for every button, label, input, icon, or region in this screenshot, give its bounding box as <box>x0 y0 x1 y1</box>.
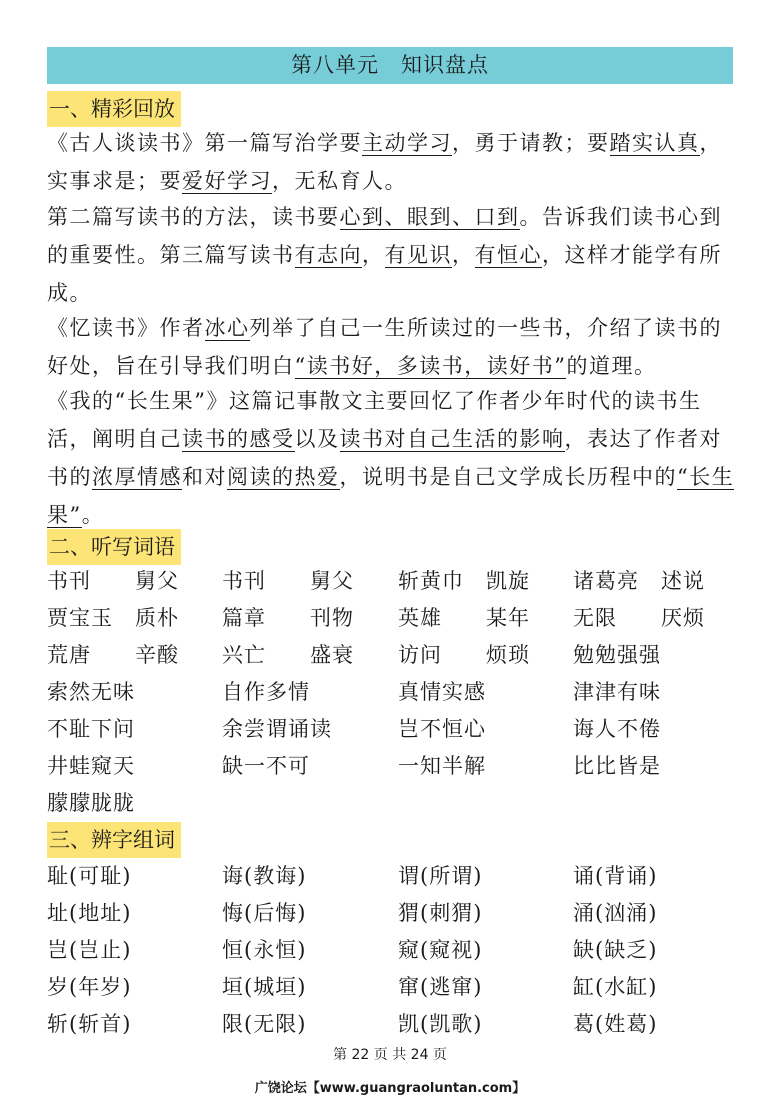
word: 诸葛亮 <box>573 569 639 593</box>
paragraph-gurentan <box>47 124 737 200</box>
underlined-keyword: 主动学习 <box>362 131 452 155</box>
word-row <box>47 711 737 748</box>
word: 书刊 <box>47 569 91 593</box>
char-pair: 窜(逃窜) <box>398 975 483 999</box>
underlined-keyword: 冰心 <box>204 316 250 340</box>
underlined-keyword: 踏实认真 <box>609 131 700 155</box>
word: 访问 <box>398 643 442 667</box>
char-pair: 岁(年岁) <box>47 975 132 999</box>
text: ，这样才能学有所成。 <box>47 243 722 305</box>
page-number: 第 22 页 共 24 页 <box>333 1047 447 1063</box>
text: ，实事求是；要 <box>47 131 722 193</box>
word: 荒唐 <box>47 643 91 667</box>
underlined-keyword: 爱好学习 <box>182 169 272 193</box>
section-heading-review: 一、精彩回放 <box>47 91 181 127</box>
word: 一知半解 <box>398 754 486 778</box>
word: 书刊 <box>222 569 266 593</box>
word: 英雄 <box>398 606 442 630</box>
text: 。告诉我们读书心到的重要性。第三篇写读书 <box>47 205 722 267</box>
paragraph-yidushu <box>47 309 737 385</box>
text: 《我的“长生果”》这篇记事散文主要回忆了作者少年时代的读书生活，阐明自己 <box>47 389 702 451</box>
char-pair: 斩(斩首) <box>47 1012 132 1036</box>
word: 索然无味 <box>47 680 135 704</box>
word: 贾宝玉 <box>47 606 113 630</box>
underlined-keyword: 有恒心 <box>474 243 542 267</box>
page-title-text: 第八单元 知识盘点 <box>291 53 489 77</box>
char-pair: 耻(可耻) <box>47 864 132 888</box>
dictation-words-short <box>47 563 737 674</box>
underlined-keyword: 有志向 <box>294 243 362 267</box>
paragraph-changshengguo <box>47 382 737 534</box>
word: 井蛙窥天 <box>47 754 135 778</box>
text: ， <box>362 243 385 267</box>
char-pair: 缺(缺乏) <box>573 938 658 962</box>
word: 某年 <box>486 606 530 630</box>
text: ，表达了作者对书的 <box>47 427 722 489</box>
word: 篇章 <box>222 606 266 630</box>
word: 斩黄巾 <box>398 569 464 593</box>
word-row <box>47 600 737 637</box>
word: 烦琐 <box>486 643 530 667</box>
word: 不耻下问 <box>47 717 135 741</box>
word: 凯旋 <box>486 569 530 593</box>
word: 诲人不倦 <box>573 717 661 741</box>
char-pair-row <box>47 895 737 932</box>
char-pair-row <box>47 969 737 1006</box>
text: ，无私育人。 <box>272 169 407 193</box>
word: 辛酸 <box>135 643 179 667</box>
underlined-keyword: 阅读的热爱 <box>227 465 340 489</box>
char-pair: 缸(水缸) <box>573 975 658 999</box>
underlined-keyword: 读书的感受 <box>182 427 295 451</box>
word: 朦朦胧胧 <box>47 791 135 815</box>
char-pair-row <box>47 932 737 969</box>
underlined-keyword: 浓厚情感 <box>92 465 182 489</box>
word: 自作多情 <box>222 680 310 704</box>
underlined-keyword: 读书对自己生活的影响 <box>339 427 565 451</box>
text: 《古人谈读书》第一篇写治学要 <box>47 131 362 155</box>
char-pair: 垣(城垣) <box>222 975 307 999</box>
char-pair: 涌(汹涌) <box>573 901 658 925</box>
text: ，说明书是自己文学成长历程中的 <box>339 465 677 489</box>
word: 厌烦 <box>661 606 705 630</box>
section-heading-char-distinction: 三、辨字组词 <box>47 822 181 858</box>
text: 的道理。 <box>566 354 657 378</box>
text: 《忆读书》作者 <box>47 316 205 340</box>
word: 比比皆是 <box>573 754 661 778</box>
paragraph-reading-method <box>47 198 737 312</box>
char-pair-row <box>47 858 737 895</box>
char-pair: 猬(刺猬) <box>398 901 483 925</box>
char-pair: 诵(背诵) <box>573 864 658 888</box>
word-row <box>47 637 737 674</box>
word: 兴亡 <box>222 643 266 667</box>
word: 质朴 <box>135 606 179 630</box>
char-pair: 址(地址) <box>47 901 132 925</box>
section-heading-dictation: 二、听写词语 <box>47 529 181 565</box>
char-pair: 限(无限) <box>222 1012 307 1036</box>
underlined-keyword: “长生果” <box>47 465 735 527</box>
word: 无限 <box>573 606 617 630</box>
word: 岂不恒心 <box>398 717 486 741</box>
word: 舅父 <box>135 569 179 593</box>
word: 盛衰 <box>310 643 354 667</box>
page-title <box>47 47 733 84</box>
word-row <box>47 748 737 785</box>
char-pair: 谓(所谓) <box>398 864 483 888</box>
char-pair: 葛(姓葛) <box>573 1012 658 1036</box>
underlined-keyword: 有见识 <box>384 243 452 267</box>
word-row <box>47 785 737 822</box>
text: 第二篇写读书的方法，读书要 <box>47 205 340 229</box>
char-pair: 窥(窥视) <box>398 938 483 962</box>
word: 缺一不可 <box>222 754 310 778</box>
underlined-keyword: 心到、眼到、口到 <box>339 205 520 229</box>
word: 刊物 <box>310 606 354 630</box>
char-pair: 凯(凯歌) <box>398 1012 483 1036</box>
word-row <box>47 674 737 711</box>
word: 舅父 <box>310 569 354 593</box>
text: 以及 <box>294 427 340 451</box>
char-pair: 诲(教诲) <box>222 864 307 888</box>
dictation-words-long <box>47 674 737 822</box>
text: ， <box>452 243 475 267</box>
word-row <box>47 563 737 600</box>
word: 勉勉强强 <box>573 643 661 667</box>
word: 津津有味 <box>573 680 661 704</box>
char-pair: 悔(后悔) <box>222 901 307 925</box>
word: 真情实感 <box>398 680 486 704</box>
text: 。 <box>81 503 105 527</box>
char-pair: 岂(岂止) <box>47 938 132 962</box>
char-pair: 恒(永恒) <box>222 938 307 962</box>
word: 余尝谓诵读 <box>222 717 332 741</box>
char-pairs-grid <box>47 858 737 1043</box>
char-pair-row <box>47 1006 737 1043</box>
text: ，勇于请教；要 <box>452 131 610 155</box>
site-footer: 广饶论坛【www.guangraoluntan.com】 <box>254 1081 526 1096</box>
underlined-keyword: “读书好，多读书，读好书” <box>294 354 567 378</box>
text: 和对 <box>182 465 227 489</box>
text: 列举了自己一生所读过的一些书，介绍了读书的好处，旨在引导我们明白 <box>47 316 722 378</box>
word: 述说 <box>661 569 705 593</box>
